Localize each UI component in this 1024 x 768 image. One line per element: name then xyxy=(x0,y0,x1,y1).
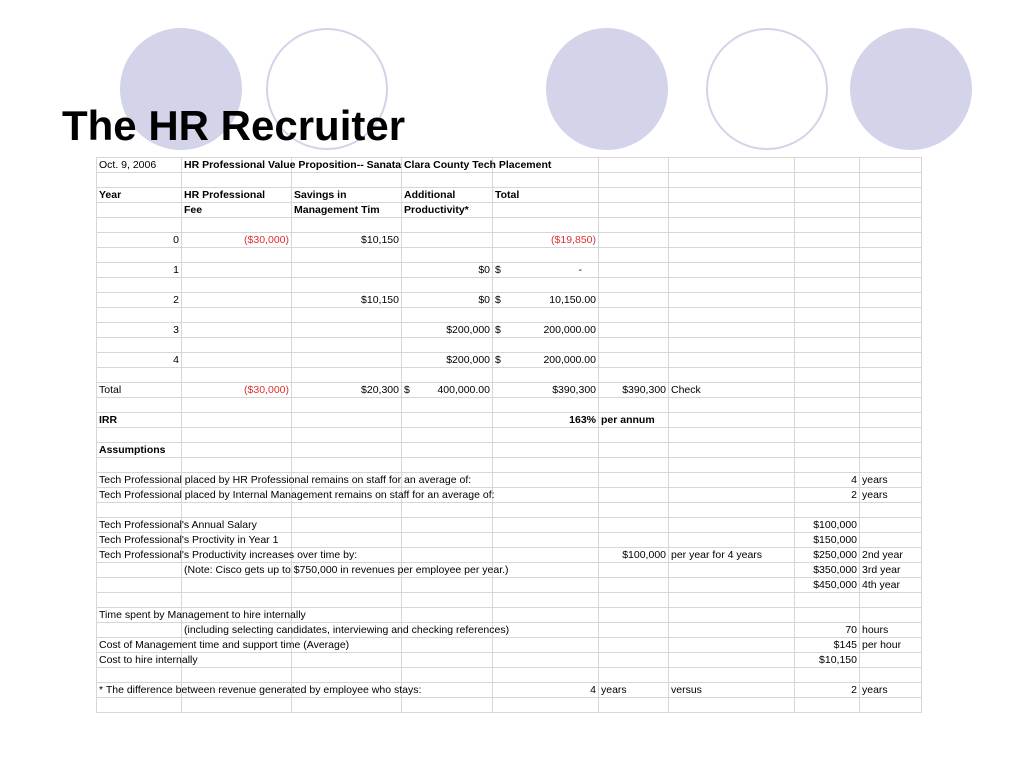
table-row xyxy=(97,203,922,218)
total-value: 200,000.00 xyxy=(543,354,596,366)
table-row xyxy=(97,683,922,698)
table-row xyxy=(97,548,922,563)
decor-circle-4 xyxy=(706,28,828,150)
table-row xyxy=(97,293,922,308)
table-row xyxy=(97,323,922,338)
table-row xyxy=(97,623,922,638)
assumption-value: $450,000 xyxy=(795,578,860,593)
assumption-unit: hours xyxy=(860,623,922,638)
total-cell xyxy=(493,323,599,338)
assumptions-label: Assumptions xyxy=(97,443,182,458)
col-header-fee-2: Fee xyxy=(182,203,292,218)
col-header-total: Total xyxy=(493,188,599,203)
addl-cell: $200,000 xyxy=(402,323,493,338)
assumption-text: Tech Professional placed by HR Professional remains on staff for an average of: xyxy=(97,473,182,488)
assumption-unit: 3rd year xyxy=(860,563,922,578)
col-header-year: Year xyxy=(97,188,182,203)
fee-total: ($30,000) xyxy=(182,383,292,398)
savings-cell: $10,150 xyxy=(292,233,402,248)
assumption-unit: 2nd year xyxy=(860,548,922,563)
increase-amount: $100,000 xyxy=(599,548,669,563)
assumption-value: $350,000 xyxy=(795,563,860,578)
sheet-date: Oct. 9, 2006 xyxy=(97,158,182,173)
table-row xyxy=(97,563,922,578)
assumption-unit: per hour xyxy=(860,638,922,653)
col-header-addl: Additional xyxy=(402,188,493,203)
addl-total xyxy=(402,383,493,398)
cisco-note: (Note: Cisco gets up to $750,000 in revenues per employee per year.) xyxy=(182,563,292,578)
currency-symbol: $ xyxy=(495,354,501,366)
currency-symbol: $ xyxy=(404,384,410,396)
increase-note: per year for 4 years xyxy=(669,548,795,563)
currency-symbol: $ xyxy=(495,294,501,306)
table-row xyxy=(97,518,922,533)
addl-total-value: 400,000.00 xyxy=(437,384,490,396)
col-header-savings-2: Management Tim xyxy=(292,203,402,218)
spreadsheet xyxy=(96,155,921,713)
table-row xyxy=(97,353,922,368)
total-cell xyxy=(493,263,599,278)
check-label: Check xyxy=(669,383,795,398)
assumption-value: $250,000 xyxy=(795,548,860,563)
year-cell: 4 xyxy=(97,353,182,368)
assumption-value: $150,000 xyxy=(795,533,860,548)
total-value: 10,150.00 xyxy=(549,294,596,306)
footnote-versus: versus xyxy=(669,683,795,698)
year-cell: 2 xyxy=(97,293,182,308)
footnote-value-b: 2 xyxy=(795,683,860,698)
addl-cell: $0 xyxy=(402,263,493,278)
table-row xyxy=(97,188,922,203)
assumption-text: Tech Professional placed by Internal Management remains on staff for an average of: xyxy=(97,488,182,503)
year-cell: 3 xyxy=(97,323,182,338)
assumption-value: 70 xyxy=(795,623,860,638)
table-row xyxy=(97,533,922,548)
table-row xyxy=(97,473,922,488)
assumption-unit: years xyxy=(860,488,922,503)
value-proposition-table xyxy=(96,157,922,713)
total-cell: ($19,850) xyxy=(493,233,599,248)
total-label: Total xyxy=(97,383,182,398)
table-row xyxy=(97,413,922,428)
col-header-fee: HR Professional xyxy=(182,188,292,203)
footnote-unit-a: years xyxy=(599,683,669,698)
footnote-value-a: 4 xyxy=(493,683,599,698)
assumption-value: 4 xyxy=(795,473,860,488)
addl-cell: $200,000 xyxy=(402,353,493,368)
irr-value: 163% xyxy=(493,413,599,428)
col-header-addl-2: Productivity* xyxy=(402,203,493,218)
assumption-value: $100,000 xyxy=(795,518,860,533)
total-cell xyxy=(493,353,599,368)
sheet-heading: HR Professional Value Proposition-- Sanata Clara County Tech Placement xyxy=(182,158,292,173)
total-cell xyxy=(493,293,599,308)
table-row xyxy=(97,158,922,173)
year-cell: 0 xyxy=(97,233,182,248)
assumption-unit: 4th year xyxy=(860,578,922,593)
table-row xyxy=(97,383,922,398)
savings-cell: $10,150 xyxy=(292,293,402,308)
footnote-text: * The difference between revenue generated by employee who stays: xyxy=(97,683,182,698)
table-row xyxy=(97,653,922,668)
assumption-text: Tech Professional's Proctivity in Year 1 xyxy=(97,533,182,548)
decor-circle-3 xyxy=(546,28,668,150)
decor-circle-5 xyxy=(850,28,972,150)
assumption-value: $145 xyxy=(795,638,860,653)
assumption-text: (including selecting candidates, interviewing and checking references) xyxy=(182,623,292,638)
table-row xyxy=(97,608,922,623)
currency-symbol: $ xyxy=(495,264,501,276)
table-row xyxy=(97,263,922,278)
irr-label: IRR xyxy=(97,413,182,428)
footnote-unit-b: years xyxy=(860,683,922,698)
savings-total: $20,300 xyxy=(292,383,402,398)
check-value: $390,300 xyxy=(599,383,669,398)
table-row xyxy=(97,233,922,248)
assumption-value: 2 xyxy=(795,488,860,503)
table-row xyxy=(97,443,922,458)
col-header-savings: Savings in xyxy=(292,188,402,203)
assumption-text: Cost to hire internally xyxy=(97,653,182,668)
grand-total: $390,300 xyxy=(493,383,599,398)
fee-cell: ($30,000) xyxy=(182,233,292,248)
assumption-unit: years xyxy=(860,473,922,488)
assumption-text: Time spent by Management to hire internally xyxy=(97,608,182,623)
addl-cell: $0 xyxy=(402,293,493,308)
year-cell: 1 xyxy=(97,263,182,278)
irr-unit: per annum xyxy=(599,413,669,428)
total-value: 200,000.00 xyxy=(543,324,596,336)
slide-title: The HR Recruiter xyxy=(62,102,406,149)
assumption-text: Tech Professional's Productivity increases over time by: xyxy=(97,548,182,563)
assumption-text: Tech Professional's Annual Salary xyxy=(97,518,182,533)
total-value: - xyxy=(578,264,582,276)
table-row xyxy=(97,488,922,503)
assumption-text: Cost of Management time and support time (Average) xyxy=(97,638,182,653)
table-row xyxy=(97,578,922,593)
assumption-value: $10,150 xyxy=(795,653,860,668)
table-row xyxy=(97,638,922,653)
currency-symbol: $ xyxy=(495,324,501,336)
